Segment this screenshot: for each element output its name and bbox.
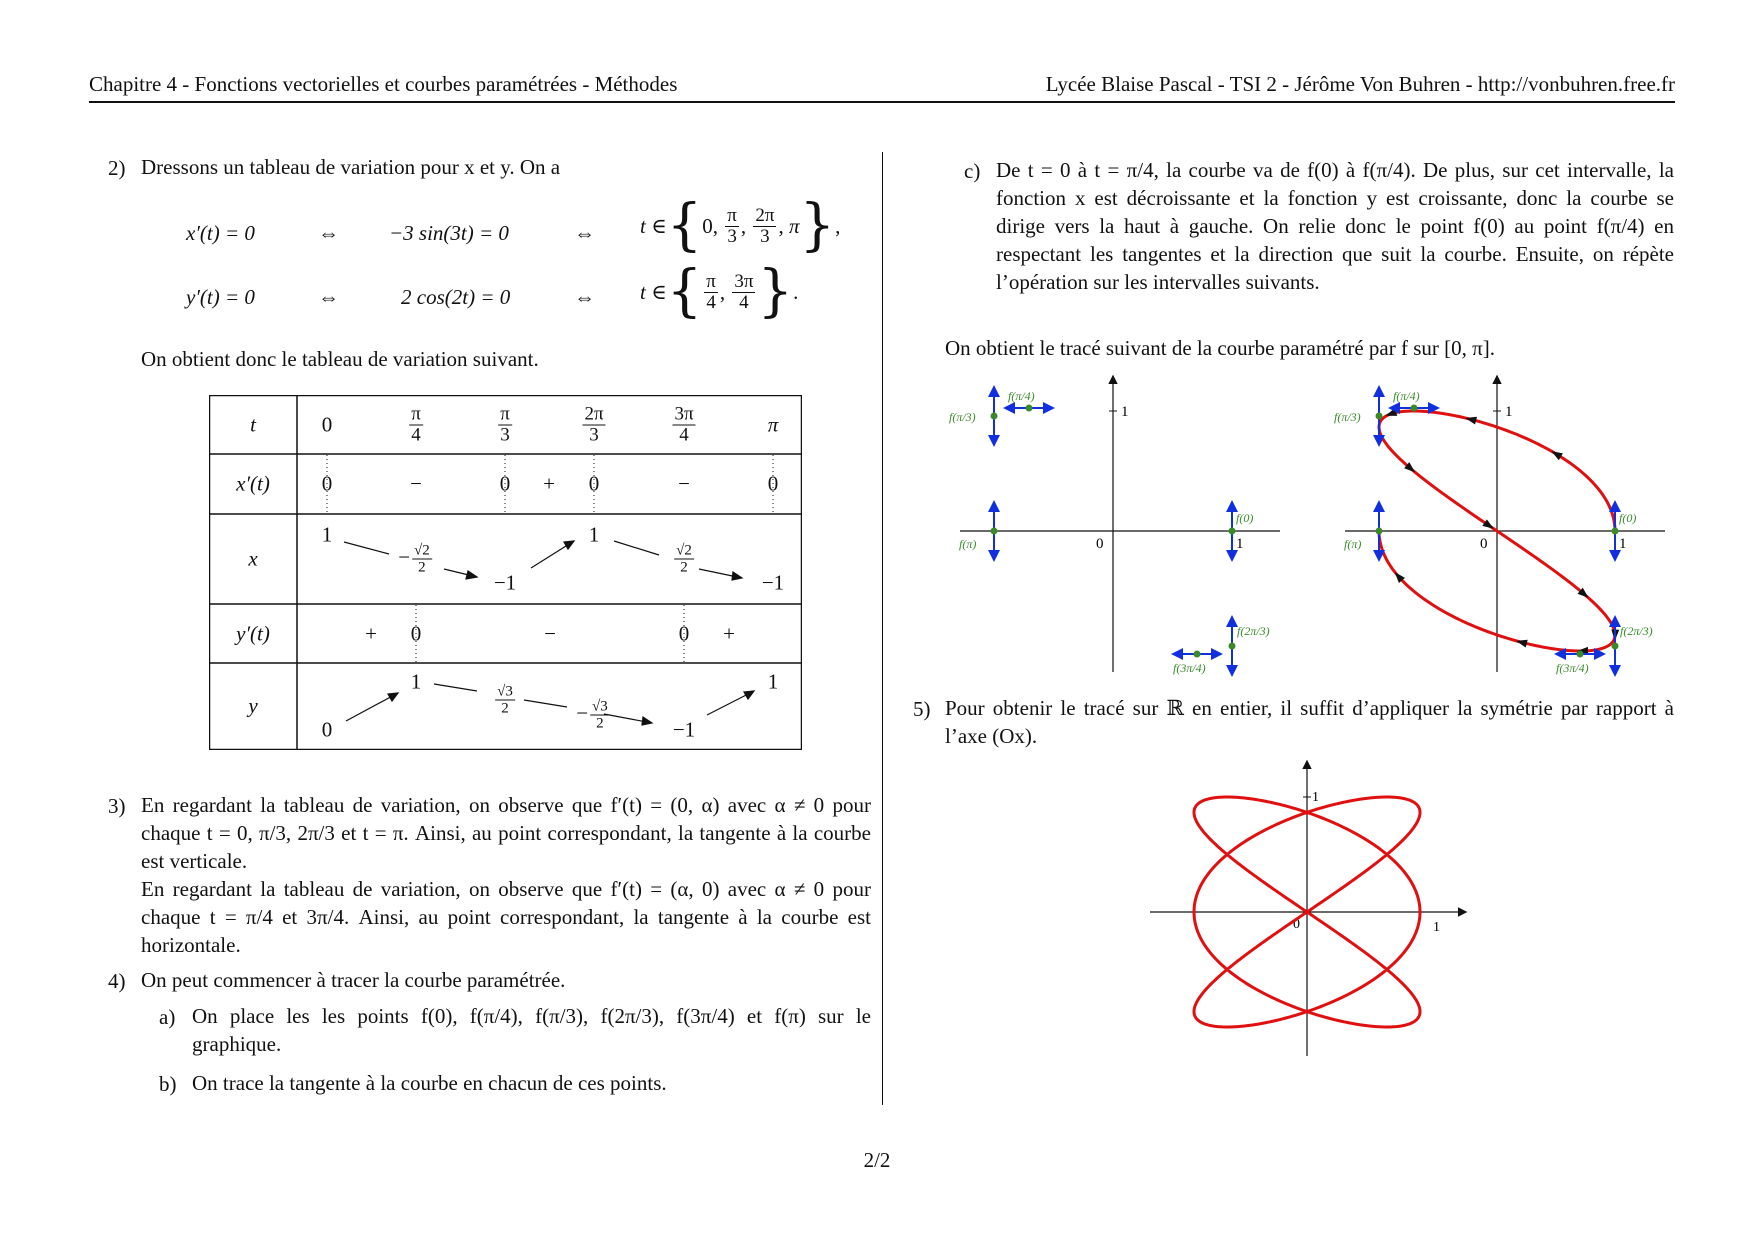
item-4b-number: b)	[159, 1072, 177, 1096]
y-val-3pi4: −1	[672, 717, 696, 742]
label-fpi3-2: f(π/3)	[1334, 410, 1361, 424]
y-tick-1-3: 1	[1312, 790, 1319, 805]
header-chapter-title: Chapitre 4 - Fonctions vectorielles et courbes paramétrées - Méthodes	[89, 72, 678, 96]
item-4b-text: On trace la tangente à la courbe en chacun de ces points.	[192, 1071, 667, 1095]
origin-label-2: 0	[1480, 536, 1488, 552]
trace-text: On obtient le tracé suivant de la courbe paramétré par f sur [0, π].	[945, 336, 1495, 360]
label-f3pi4: f(3π/4)	[1173, 661, 1206, 675]
label-fpi4-2: f(π/4)	[1393, 389, 1420, 403]
row-header-yprime: y′(t)	[236, 621, 270, 646]
label-f2pi3: f(2π/3)	[1237, 624, 1270, 638]
x-val-3pi4: $\frac{√2}{2}$	[676, 542, 692, 576]
y-tick-1-2: 1	[1505, 404, 1513, 420]
item-4c-number: c)	[964, 159, 981, 183]
direction-arrow	[1384, 408, 1397, 419]
eq1-iff-2: ⇔	[574, 221, 595, 245]
yprime-sign-2: −	[544, 621, 556, 646]
label-f2pi3-2: f(2π/3)	[1620, 624, 1653, 638]
x-val-pi4: − $\frac{√2}{2}$	[398, 542, 430, 576]
item-4a-number: a)	[159, 1005, 176, 1029]
item-4-number: 4)	[108, 969, 126, 993]
item-4a-text: On place les les points f(0), f(π/4), f(π/3), f(2π/3), f(3π/4) et f(π) sur le graphique.	[192, 1004, 871, 1056]
origin-label-3: 0	[1293, 917, 1300, 932]
xprime-2pi3: 0	[588, 471, 600, 496]
label-fpi3: f(π/3)	[949, 410, 976, 424]
item-3-paragraph-1: En regardant la tableau de variation, on observe que f′(t) = (0, α) avec α ≠ 0 pour chaque t = 0, π/3, 2π/3 et t = π. Ainsi, au point correspondant, la tangente à la courbe est verticale.	[141, 793, 871, 873]
eq1-iff-1: ⇔	[318, 221, 339, 245]
y-val-0: 0	[321, 717, 333, 742]
y-val-pi: 1	[767, 669, 779, 694]
yprime-sign-3: +	[723, 621, 735, 646]
label-fpi: f(π)	[959, 537, 977, 551]
t-value-pi4: $\frac{\pi}{4}$	[411, 403, 421, 446]
t-value-pi3: $\frac{\pi}{3}$	[500, 403, 510, 446]
header-rule	[89, 101, 1675, 103]
xprime-pi: 0	[767, 471, 779, 496]
eq2-lhs: y′(t) = 0	[186, 285, 255, 309]
row-header-y: y	[248, 693, 258, 718]
column-divider	[882, 152, 883, 1105]
item-3-paragraph-2: En regardant la tableau de variation, on observe que f′(t) = (α, 0) avec α ≠ 0 pour chaque t = π/4 et 3π/4. Ainsi, au point correspondant, la tangente à la courbe est horizontale.	[141, 877, 871, 957]
x-tick-1-3: 1	[1433, 920, 1440, 935]
item-5-number: 5)	[913, 697, 931, 721]
y-tick-1: 1	[1121, 404, 1129, 420]
row-header-xprime: x′(t)	[236, 471, 270, 496]
label-fpi4: f(π/4)	[1008, 389, 1035, 403]
graph-curve-0-pi	[1330, 372, 1690, 682]
eq2-solution-set: t ∈ { $\frac{\pi}{4}$ , $\frac{3\pi}{4}$ } .	[640, 259, 799, 324]
t-value-3pi4: $\frac{3\pi}{4}$	[674, 403, 694, 446]
header-school-info: Lycée Blaise Pascal - TSI 2 - Jérôme Von Buhren - http://vonbuhren.free.fr	[1045, 72, 1675, 96]
xprime-sign-2: +	[543, 471, 555, 496]
t-value-pi: π	[767, 412, 779, 437]
x-tick-1-2: 1	[1619, 536, 1627, 552]
item-4c-text: De t = 0 à t = π/4, la courbe va de f(0) à f(π/4). De plus, sur cet intervalle, la fonction x est décroissante et la fonction y est croissante, donc la courbe se dirige vers la haut à gauche. On relie donc le point f(0) au point f(π/4) en respectant les tangentes et la direction que suit la courbe. Ensuite, on répète l’opération sur les intervalles suivants.	[996, 158, 1674, 294]
x-val-pi3: −1	[493, 570, 517, 595]
t-value-2pi3: $\frac{2\pi}{3}$	[584, 403, 604, 446]
eq2-iff-2: ⇔	[574, 285, 595, 309]
label-f0-2: f(0)	[1619, 511, 1637, 525]
y-val-pi3: $\frac{√3}{2}$	[497, 683, 513, 717]
item-2-number: 2)	[108, 156, 126, 180]
eq1-solution-set: t ∈ { 0 , $\frac{\pi}{3}$ , $\frac{2\pi}{3}$ , π } ,	[640, 193, 841, 258]
item-2-after: On obtient donc le tableau de variation suivant.	[141, 347, 539, 371]
item-2-intro: Dressons un tableau de variation pour x et y. On a	[141, 155, 561, 179]
item-5-text: Pour obtenir le tracé sur ℝ en entier, il suffit d’appliquer la symétrie par rapport à l’axe (Ox).	[945, 696, 1674, 748]
xprime-sign-1: −	[410, 471, 422, 496]
eq2-iff-1: ⇔	[318, 285, 339, 309]
x-val-2pi3: 1	[588, 522, 600, 547]
eq2-middle: 2 cos(2t) = 0	[401, 285, 511, 309]
origin-label: 0	[1096, 536, 1104, 552]
yprime-pi4: 0	[410, 621, 422, 646]
eq1-lhs: x′(t) = 0	[186, 221, 255, 245]
row-header-t: t	[250, 412, 256, 437]
xprime-0: 0	[321, 471, 333, 496]
item-4-text: On peut commencer à tracer la courbe paramétrée.	[141, 968, 566, 992]
t-value-0: 0	[321, 412, 333, 437]
label-f0: f(0)	[1236, 511, 1254, 525]
item-3-number: 3)	[108, 794, 126, 818]
row-header-x: x	[248, 546, 258, 571]
label-f3pi4-2: f(3π/4)	[1556, 661, 1589, 675]
graph-full-curve	[1150, 760, 1470, 1060]
x-val-0: 1	[321, 522, 333, 547]
xprime-pi3: 0	[499, 471, 511, 496]
variation-table	[209, 395, 802, 750]
y-val-pi4: 1	[410, 669, 422, 694]
x-tick-1: 1	[1236, 536, 1244, 552]
xprime-sign-3: −	[678, 471, 690, 496]
x-val-pi: −1	[761, 570, 785, 595]
graph-points-tangents	[945, 372, 1285, 682]
label-fpi-2: f(π)	[1344, 537, 1362, 551]
direction-arrows	[1384, 408, 1619, 655]
page-number: 2/2	[863, 1148, 891, 1172]
eq1-middle: −3 sin(3t) = 0	[389, 221, 509, 245]
y-val-2pi3: − $\frac{√3}{2}$	[576, 698, 608, 732]
yprime-sign-1: +	[365, 621, 377, 646]
yprime-3pi4: 0	[678, 621, 690, 646]
